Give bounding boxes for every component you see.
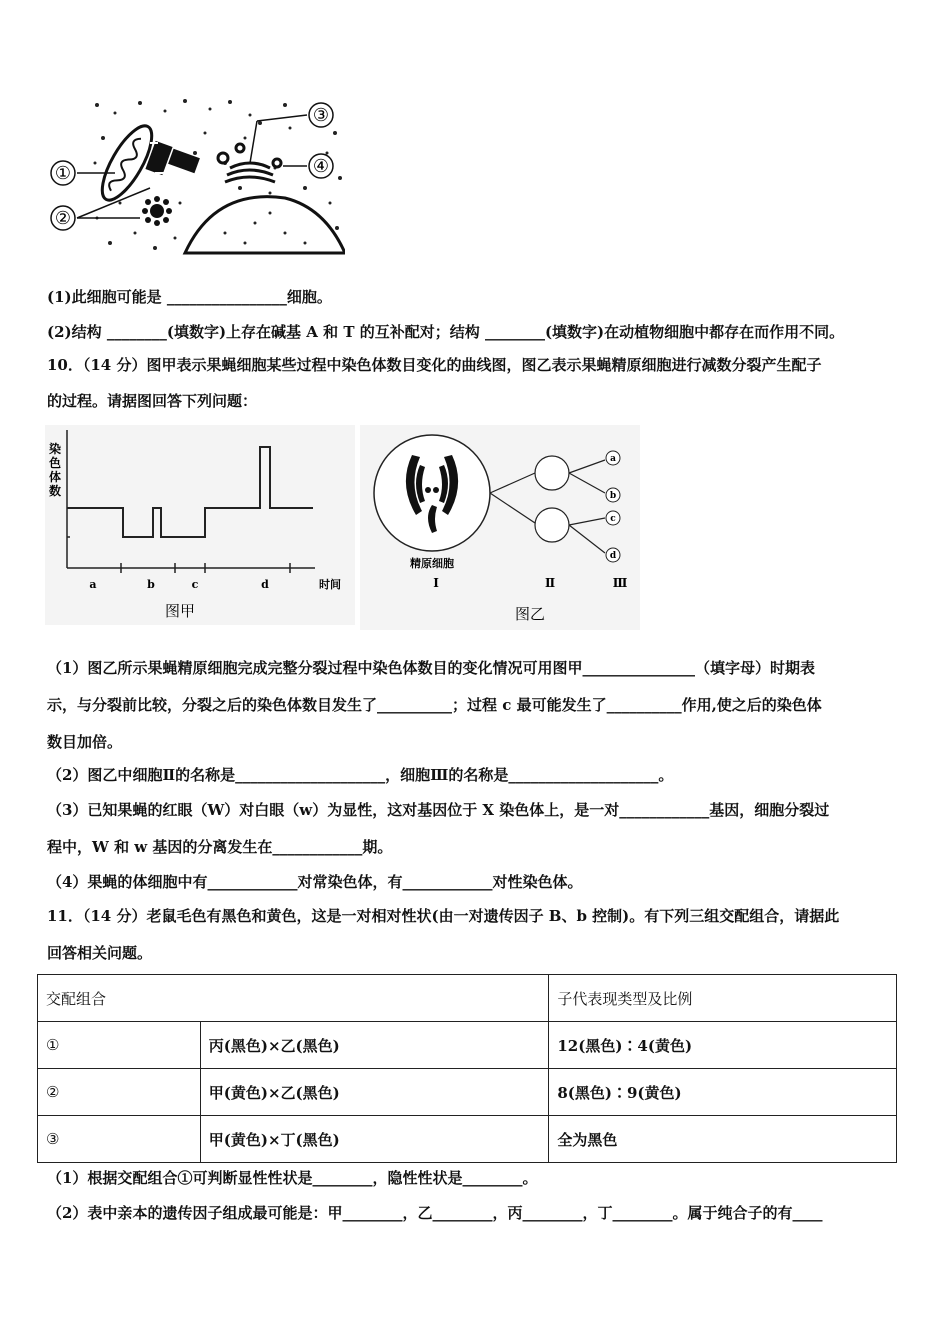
stage-1: Ⅰ — [433, 576, 439, 590]
q10-subq-1-line-3: 数目加倍。 — [47, 733, 123, 751]
q10-subq-4: （4）果蝇的体细胞中有____________对常染色体，有____________对性染色体。 — [47, 873, 583, 891]
row-id: ② — [38, 1069, 201, 1116]
xtick-a: a — [89, 578, 97, 591]
table-row — [38, 1069, 897, 1116]
row-id: ① — [38, 1022, 201, 1069]
cell-structure-figure — [45, 93, 345, 258]
gamete-a: a — [610, 454, 616, 464]
label-1: ① — [54, 163, 72, 184]
row-cross: 甲(黄色)×丁(黑色) — [200, 1116, 549, 1163]
ribosome-cluster-icon — [142, 196, 172, 226]
secondary-cell-2 — [535, 508, 569, 542]
q11-intro-line-1: 11．（14 分）老鼠毛色有黑色和黄色，这是一对相对性状(由一对遗传因子 B、b 控制)。有下列三组交配组合，请据此 — [47, 907, 840, 925]
ylabel-char-2: 色 — [48, 456, 62, 470]
label-3: ③ — [312, 105, 330, 126]
header-result: 子代表现类型及比例 — [549, 975, 897, 1022]
q9-subq-1: (1)此细胞可能是 ________________细胞。 — [47, 288, 332, 306]
row-result: 12(黑色)∶4(黄色) — [549, 1022, 897, 1069]
meiosis-diagram — [360, 425, 640, 630]
q10-intro-line-1: 10．（14 分）图甲表示果蝇细胞某些过程中染色体数目变化的曲线图，图乙表示果蝇精原细胞进行减数分裂产生配子 — [47, 356, 822, 374]
spermatogonium-label: 精原细胞 — [410, 557, 454, 570]
q10-subq-1-line-1: （1）图乙所示果蝇精原细胞完成完整分裂过程中染色体数目的变化情况可用图甲_______________（填字母）时期表 — [47, 659, 815, 677]
q10-subq-3-line-2: 程中，W 和 w 基因的分离发生在____________期。 — [47, 838, 393, 856]
stage-2: Ⅱ — [544, 576, 556, 590]
table-row — [38, 1116, 897, 1163]
row-result: 全为黑色 — [549, 1116, 897, 1163]
xtick-b: b — [147, 578, 155, 591]
xtick-c: c — [191, 578, 199, 591]
chromosome-number-chart — [45, 425, 355, 625]
table-header-row — [38, 975, 897, 1022]
row-id: ③ — [38, 1116, 201, 1163]
q10-intro-line-2: 的过程。请据图回答下列问题： — [47, 392, 258, 410]
row-cross: 甲(黄色)×乙(黑色) — [200, 1069, 549, 1116]
q11-subq-1: （1）根据交配组合①可判断显性性状是________，隐性性状是________。 — [47, 1169, 538, 1187]
spermatogonium-cell — [374, 435, 490, 551]
label-2: ② — [54, 208, 72, 229]
gamete-b: b — [609, 491, 617, 501]
x-axis-label: 时间 — [319, 578, 341, 591]
q10-subq-2: （2）图乙中细胞Ⅱ的名称是____________________，细胞Ⅲ的名称是____________________。 — [47, 766, 674, 784]
label-4: ④ — [312, 156, 330, 177]
q10-subq-1-line-2: 示，与分裂前比较，分裂之后的染色体数目发生了__________；过程 c 最可能发生了__________作用,使之后的染色体 — [47, 696, 822, 714]
q11-intro-line-2: 回答相关问题。 — [47, 944, 153, 962]
row-cross: 丙(黑色)×乙(黑色) — [200, 1022, 549, 1069]
header-cross: 交配组合 — [38, 975, 549, 1022]
ylabel-char-3: 体 — [48, 470, 62, 484]
ylabel-char-4: 数 — [48, 484, 62, 498]
mating-cross-table — [37, 974, 897, 1163]
gamete-c: c — [610, 514, 616, 524]
xtick-d: d — [261, 578, 269, 591]
fig-yi-caption: 图乙 — [514, 605, 546, 623]
table-row — [38, 1022, 897, 1069]
q10-subq-3-line-1: （3）已知果蝇的红眼（W）对白眼（w）为显性，这对基因位于 X 染色体上，是一对____________基因，细胞分裂过 — [47, 801, 830, 819]
stage-3: Ⅲ — [612, 576, 628, 590]
secondary-cell-1 — [535, 456, 569, 490]
fig-jia-caption: 图甲 — [164, 602, 196, 620]
gamete-d: d — [609, 551, 617, 561]
row-result: 8(黑色)∶9(黄色) — [549, 1069, 897, 1116]
ylabel-char-1: 染 — [48, 442, 62, 456]
q11-subq-2: （2）表中亲本的遗传因子组成最可能是：甲________，乙________，丙________，丁________。属于纯合子的有____ — [47, 1204, 823, 1222]
q9-subq-2: (2)结构 ________(填数字)上存在碱基 A 和 T 的互补配对；结构 ________(填数字)在动植物细胞中都存在而作用不同。 — [47, 323, 845, 341]
